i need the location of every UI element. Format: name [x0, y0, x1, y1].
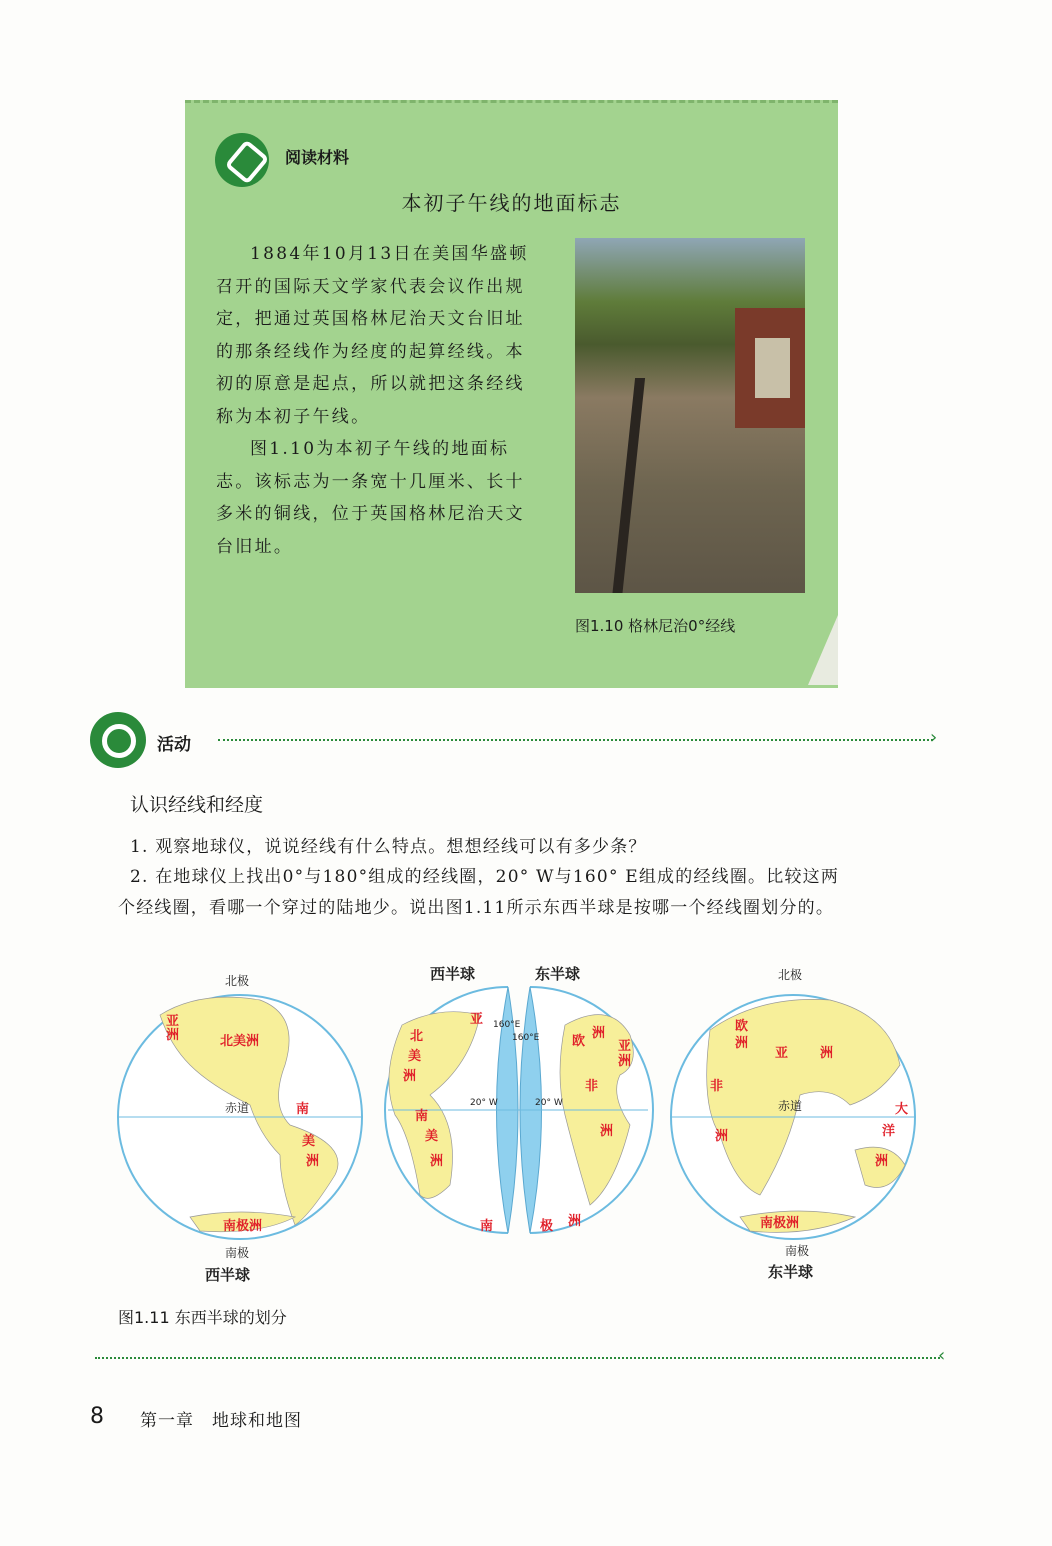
- map-label: 洲: [820, 1046, 834, 1061]
- map-label: 南: [296, 1102, 310, 1117]
- map-label: 亚: [166, 1014, 180, 1029]
- map-label: 洲: [430, 1154, 444, 1169]
- map-label: 非: [585, 1079, 599, 1094]
- reading-tag-icon: [215, 133, 269, 187]
- dotted-divider-bottom: [95, 1357, 940, 1359]
- activity-icon: [90, 712, 146, 768]
- map-label: 北极: [778, 968, 803, 982]
- map-label: 大: [895, 1102, 909, 1117]
- map-label: 洲: [592, 1026, 606, 1041]
- map-label: 非: [710, 1079, 724, 1094]
- map-label: 20° W: [470, 1098, 498, 1108]
- map-label: 美: [302, 1134, 316, 1149]
- reading-paragraph: 图1.10为本初子午线的地面标志。该标志为一条宽十几厘米、长十多米的铜线，位于英国格林尼治天文台旧址。: [216, 439, 525, 557]
- map-label: 南极洲: [760, 1216, 800, 1231]
- hemispheres-figure: [110, 955, 930, 1295]
- map-label: 欧: [735, 1019, 749, 1034]
- map-label: 欧: [572, 1034, 586, 1049]
- reading-paragraph: 1884年10月13日在美国华盛顿召开的国际天文学家代表会议作出规定，把通过英国格林尼治天文台旧址的那条经线作为经度的起算经线。本初的原意是起点，所以就把这条经线称为本初子午线。: [216, 244, 529, 427]
- map-label: 北: [410, 1029, 424, 1044]
- arrow-left-icon: ‹: [938, 1345, 946, 1366]
- question-2: 2. 在地球仪上找出0°与180°组成的经线圈，20° W与160° E组成的经线圈。比较这两: [130, 867, 840, 887]
- reading-text: [216, 238, 538, 563]
- door: [755, 338, 790, 398]
- map-label: 洲: [875, 1154, 889, 1169]
- map-label: 南极: [225, 1246, 250, 1260]
- map-label: 160°E: [493, 1020, 521, 1030]
- map-label: 南极: [785, 1244, 810, 1258]
- map-label: 赤道: [225, 1101, 250, 1115]
- map-label: 洲: [568, 1214, 582, 1229]
- map-label: 洲: [306, 1154, 320, 1169]
- map-label: 洲: [735, 1036, 749, 1051]
- map-label: 亚: [618, 1039, 632, 1054]
- map-label: 南极洲: [223, 1219, 263, 1234]
- map-label: 美: [425, 1129, 439, 1144]
- map-label: 洲: [600, 1124, 614, 1139]
- figure-caption: 图1.11 东西半球的划分: [118, 1308, 287, 1327]
- reading-title: 本初子午线的地面标志: [401, 191, 622, 215]
- activity-label: 活动: [157, 735, 191, 755]
- map-label: 亚: [470, 1012, 484, 1027]
- split-hemispheres-globe: [385, 965, 653, 1234]
- map-label: 洲: [618, 1054, 632, 1069]
- map-label: 160°E: [512, 1033, 540, 1043]
- map-label: 极: [540, 1219, 554, 1234]
- chapter-title: 第一章 地球和地图: [140, 1411, 302, 1431]
- page-number: 8: [90, 1404, 104, 1429]
- map-label: 北美洲: [220, 1034, 260, 1049]
- greenwich-meridian-photo: [575, 238, 805, 593]
- map-label: 东半球: [535, 965, 581, 983]
- question-2-cont: 个经线圈，看哪一个穿过的陆地少。说出图1.11所示东西半球是按哪一个经线圈划分的。: [118, 898, 835, 918]
- map-label: 北极: [225, 974, 250, 988]
- map-label: 20° W: [535, 1098, 563, 1108]
- western-hemisphere-globe: [118, 973, 362, 1284]
- map-label: 洲: [166, 1028, 180, 1043]
- map-label: 南: [480, 1219, 494, 1234]
- map-label: 洲: [403, 1069, 417, 1084]
- dotted-divider: [218, 739, 933, 741]
- eastern-hemisphere-globe: [671, 967, 915, 1281]
- question-1: 1. 观察地球仪，说说经线有什么特点。想想经线可以有多少条？: [130, 837, 647, 857]
- map-label: 西半球: [430, 965, 476, 983]
- reading-label: 阅读材料: [285, 148, 350, 167]
- meridian-line: [611, 378, 645, 593]
- map-label: 赤道: [778, 1099, 803, 1113]
- arrow-right-icon: ›: [930, 727, 938, 748]
- activity-subtitle: 认识经线和经度: [130, 794, 264, 816]
- map-label: 西半球: [205, 1266, 251, 1284]
- map-label: 东半球: [768, 1263, 814, 1281]
- photo-caption: 图1.10 格林尼治0°经线: [575, 617, 736, 635]
- map-label: 美: [408, 1049, 422, 1064]
- page-curl: [808, 615, 838, 685]
- map-label: 亚: [775, 1046, 789, 1061]
- map-label: 洋: [882, 1124, 896, 1139]
- map-label: 洲: [715, 1129, 729, 1144]
- map-label: 南: [415, 1109, 429, 1124]
